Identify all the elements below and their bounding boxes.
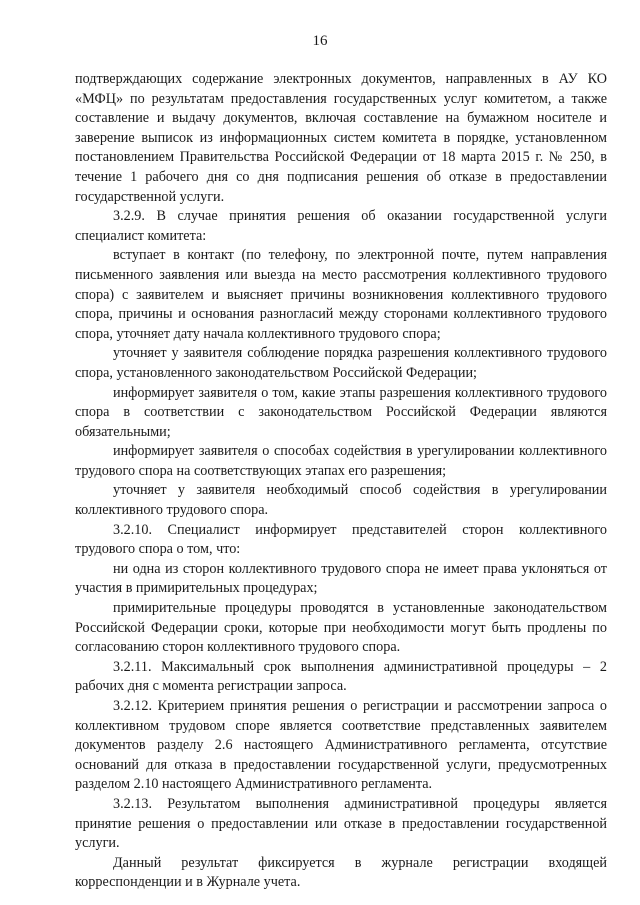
paragraph: 3.2.12. Критерием принятия решения о регистрации и рассмотрении запроса о коллективном трудовом споре является соответствие представленных заявителем документов разделу 2.6 настоящего Административного регламента, отсутствие оснований для отказа в предоставлении государственной услуги, предусмотренных разделом 2.10 настоящего Административного регламента. bbox=[75, 698, 607, 793]
paragraph: вступает в контакт (по телефону, по электронной почте, путем направления письменного заявления или выезда на место рассмотрения коллективного трудового спора) с заявителем и выясняет причины возникновения коллективного трудового спора, причины и основания разногласий между сторонами коллективного трудового спора, уточняет дату начала коллективного трудового спора; bbox=[75, 247, 607, 342]
paragraph: Данный результат фиксируется в журнале регистрации входящей корреспонденции и в Журнале учета. bbox=[75, 854, 607, 891]
paragraph: информирует заявителя о способах содействия в урегулировании коллективного трудового спора на соответствующих этапах его разрешения; bbox=[75, 443, 607, 479]
paragraph: 3.2.10. Специалист информирует представителей сторон коллективного трудового спора о том, что: bbox=[75, 521, 607, 558]
page-number: 16 bbox=[312, 33, 328, 49]
document-body bbox=[75, 70, 607, 893]
paragraph: 3.2.11. Максимальный срок выполнения административной процедуры – 2 рабочих дня с момента регистрации запроса. bbox=[75, 658, 607, 695]
paragraph: уточняет у заявителя соблюдение порядка разрешения коллективного трудового спора, установленного законодательством Российской Федерации; bbox=[75, 345, 607, 381]
paragraph: уточняет у заявителя необходимый способ содействия в урегулировании коллективного трудового спора. bbox=[75, 482, 607, 519]
paragraph: примирительные процедуры проводятся в установленные законодательством Российской Федерации сроки, которые при необходимости могут быть продлены по согласованию сторон коллективного трудового спора. bbox=[75, 600, 607, 656]
paragraph: подтверждающих содержание электронных документов, направленных в АУ КО «МФЦ» по результатам предоставления государственных услуг комитетом, а также составление и выдачу документов, включая составление на бумажном носителе и заверение выписок из информационных систем комитета в порядке, установленном постановлением Правительства Российской Федерации от 18 марта 2015 г. № 250, в течение 1 рабочего дня со дня подписания решения об отказе в предоставлении государственной услуги. bbox=[75, 71, 607, 205]
paragraph: ни одна из сторон коллективного трудового спора не имеет права уклоняться от участия в примирительных процедурах; bbox=[75, 560, 607, 597]
paragraph: 3.2.9. В случае принятия решения об оказании государственной услуги специалист комитета: bbox=[75, 208, 607, 244]
paragraph: информирует заявителя о том, какие этапы разрешения коллективного трудового спора в соответствии с законодательством Российской Федерации являются обязательными; bbox=[75, 384, 607, 440]
paragraph: 3.2.13. Результатом выполнения административной процедуры является принятие решения о предоставлении или отказе в предоставлении государственной услуги. bbox=[75, 795, 607, 852]
